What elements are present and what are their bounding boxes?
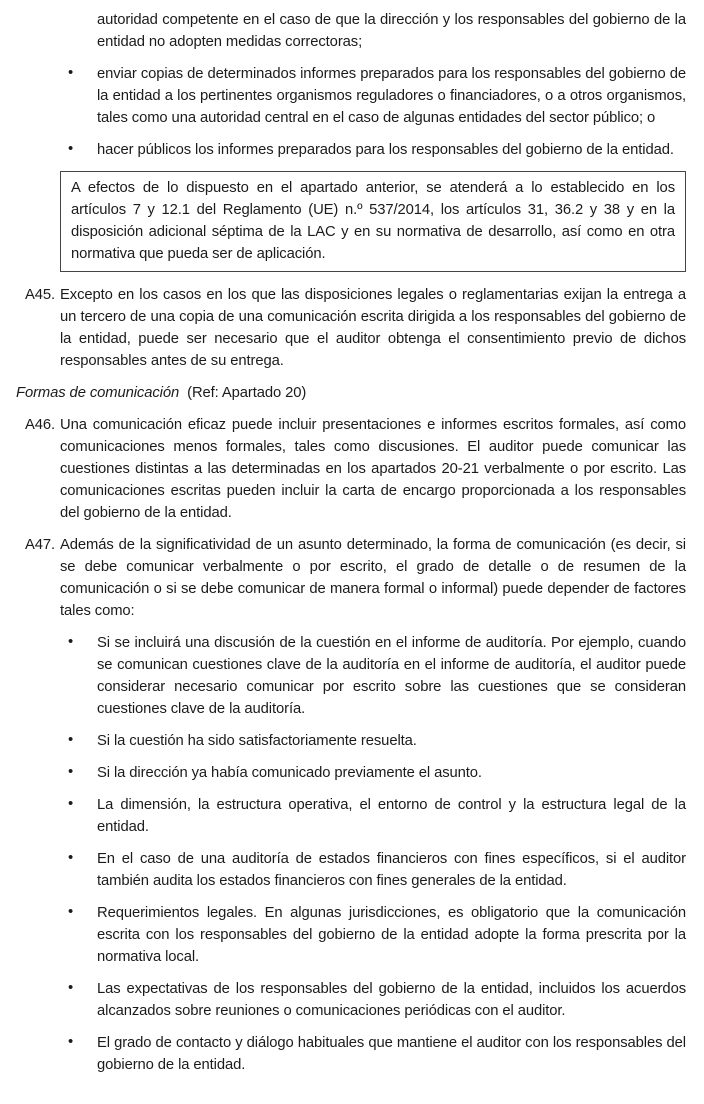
- bullet-text: La dimensión, la estructura operativa, el entorno de control y la estructura legal de la entidad.: [97, 797, 686, 835]
- bullet-icon: •: [68, 796, 74, 812]
- paragraph-text: Una comunicación eficaz puede incluir presentaciones e informes escritos formales, así como comunicaciones menos formales, tales como discusiones. El auditor puede comunicar las cuestiones distintas a las determinadas en los apartados 20-21 verbalmente o por escrito. Las comunicaciones escritas pueden incluir la carta de encargo proporcionada a los responsables del gobierno de la entidad.: [60, 417, 686, 521]
- bullet-icon: •: [68, 904, 74, 920]
- section-heading-ref: (Ref: Apartado 20): [187, 385, 307, 401]
- paragraph-label: A45.: [25, 287, 56, 303]
- section-heading: [16, 382, 686, 404]
- bullet-text: Si se incluirá una discusión de la cuestión en el informe de auditoría. Por ejemplo, cuando se comunican cuestiones clave de la auditoría en el informe de auditoría, el auditor puede considerar necesario comunicar por escrito sobre las cuestiones que se consideran cuestiones clave de la auditoría.: [97, 635, 686, 717]
- bullet-text: El grado de contacto y diálogo habituales que mantiene el auditor con los responsables del gobierno de la entidad.: [97, 1035, 686, 1073]
- paragraph-a47: [0, 534, 686, 622]
- bullet-text: Si la cuestión ha sido satisfactoriamente resuelta.: [97, 733, 417, 749]
- section-heading-italic: Formas de comunicación: [16, 385, 180, 401]
- bullet-icon: •: [68, 141, 74, 157]
- bullet-text: hacer públicos los informes preparados para los responsables del gobierno de la entidad.: [97, 142, 674, 158]
- paragraph-a46: [0, 414, 686, 524]
- paragraph-a45: [0, 284, 686, 372]
- continuation-paragraph: autoridad competente en el caso de que la dirección y los responsables del gobierno de la entidad no adopten medidas correctoras;: [97, 12, 686, 50]
- bullet-text: Requerimientos legales. En algunas jurisdicciones, es obligatorio que la comunicación escrita con los responsables del gobierno de la entidad adopte la forma prescrita por la normativa local.: [97, 905, 686, 965]
- boxed-note: A efectos de lo dispuesto en el apartado anterior, se atenderá a lo establecido en los artículos 7 y 12.1 del Reglamento (UE) n.º 537/2014, los artículos 31, 36.2 y 38 y en la disposición adicional séptima de la LAC y en su normativa de desarrollo, así como en otra normativa que pueda ser de aplicación.: [60, 171, 686, 272]
- bullet-item: [0, 1032, 686, 1076]
- bullet-icon: •: [68, 980, 74, 996]
- bullet-icon: •: [68, 65, 74, 81]
- bullet-item: [0, 730, 686, 752]
- bullet-item: [0, 632, 686, 720]
- bullet-icon: •: [68, 764, 74, 780]
- bullet-text: Si la dirección ya había comunicado previamente el asunto.: [97, 765, 482, 781]
- paragraph-text: Excepto en los casos en los que las disposiciones legales o reglamentarias exijan la entrega a un tercero de una copia de una comunicación escrita dirigida a los responsables del gobierno de la entidad, puede ser necesario que el auditor obtenga el consentimiento previo de dichos responsables antes de su entrega.: [60, 287, 686, 369]
- bullet-icon: •: [68, 732, 74, 748]
- bullet-text: En el caso de una auditoría de estados financieros con fines específicos, si el auditor también audita los estados financieros con fines generales de la entidad.: [97, 851, 686, 889]
- bullet-item: [0, 848, 686, 892]
- bullet-item: [0, 762, 686, 784]
- bullet-icon: •: [68, 850, 74, 866]
- paragraph-text: Además de la significatividad de un asunto determinado, la forma de comunicación (es decir, si se debe comunicar verbalmente o por escrito, el grado de detalle o de resumen de la comunicación o si se debe comunicar de manera formal o informal) puede depender de factores tales como:: [60, 537, 686, 619]
- bullet-item: [0, 902, 686, 968]
- bullet-text: Las expectativas de los responsables del gobierno de la entidad, incluidos los acuerdos alcanzados sobre reuniones o comunicaciones periódicas con el auditor.: [97, 981, 686, 1019]
- paragraph-label: A47.: [25, 537, 56, 553]
- bullet-text: enviar copias de determinados informes preparados para los responsables del gobierno de la entidad a los pertinentes organismos reguladores o financiadores, o a otros organismos, tales como una autoridad central en el caso de algunas entidades del sector público; o: [97, 66, 686, 126]
- bullet-item: [0, 978, 686, 1022]
- bullet-item: [0, 139, 686, 161]
- bullet-icon: •: [68, 634, 74, 650]
- bullet-item: [0, 63, 686, 129]
- paragraph-label: A46.: [25, 417, 56, 433]
- bullet-icon: •: [68, 1034, 74, 1050]
- bullet-item: [0, 794, 686, 838]
